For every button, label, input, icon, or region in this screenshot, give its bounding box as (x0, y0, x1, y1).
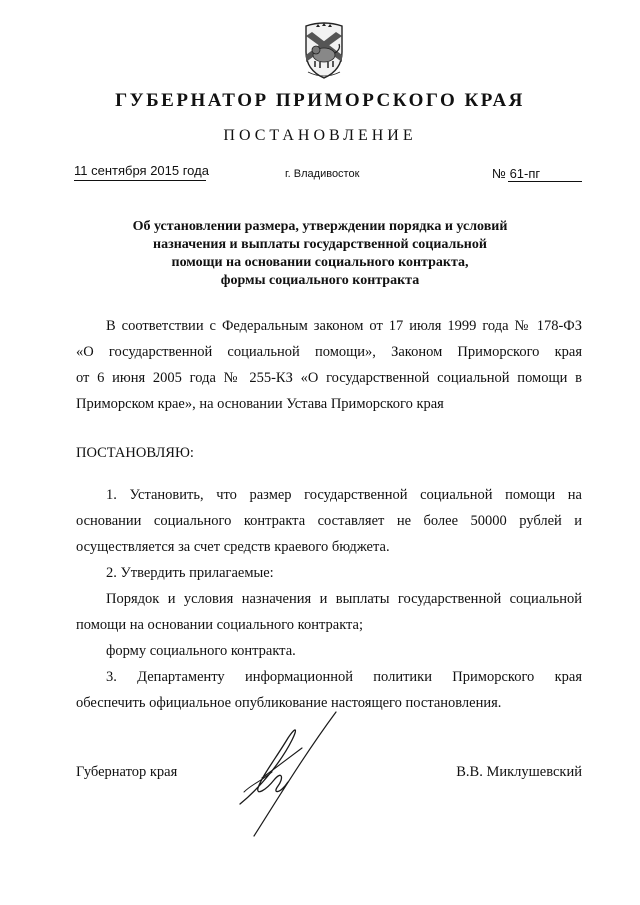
title-line: формы социального контракта (220, 273, 420, 288)
handwritten-signature-icon (232, 708, 342, 838)
issuing-authority: ГУБЕРНАТОР ПРИМОРСКОГО КРАЯ (115, 90, 525, 111)
item-1-line: основании социального контракта составляет не более 50000 рублей и (76, 513, 582, 529)
number-underline (508, 181, 582, 182)
item-2-b: форму социального контракта. (106, 643, 296, 659)
decree-date: 11 сентября 2015 года (74, 163, 209, 178)
decree-number (492, 166, 540, 181)
decree-items (76, 482, 582, 716)
title-line: назначения и выплаты государственной социальной (153, 237, 487, 252)
preamble-line: В соответствии с Федеральным законом от 17 июля 1999 года № 178-ФЗ (106, 318, 582, 334)
title-line: помощи на основании социального контракта, (171, 255, 469, 270)
number-prefix: № (492, 166, 506, 181)
item-3-line: 3. Департаменту информационной политики Приморского края (106, 669, 582, 685)
item-2-a-line: Порядок и условия назначения и выплаты государственной социальной (106, 591, 582, 607)
preamble-line: «О государственной социальной помощи», Законом Приморского края (76, 344, 582, 360)
item-3-line: обеспечить официальное опубликование настоящего постановления. (76, 695, 502, 711)
document-type: ПОСТАНОВЛЕНИЕ (223, 127, 417, 144)
number-value: 61-пг (509, 166, 541, 181)
item-2: 2. Утвердить прилагаемые: (106, 565, 274, 581)
title-line: Об установлении размера, утверждении порядка и условий (132, 219, 508, 234)
date-underline (74, 180, 206, 181)
decree-city: г. Владивосток (285, 168, 360, 180)
decree-word (76, 440, 582, 466)
signatory-name: В.В. Миклушевский (456, 764, 582, 780)
primorsky-coat-of-arms-icon (298, 22, 350, 80)
item-1-line: 1. Установить, что размер государственной социальной помощи на (106, 487, 582, 503)
item-1-line: осуществляется за счет средств краевого бюджета. (76, 539, 390, 555)
preamble-paragraph (76, 313, 582, 417)
item-2-a-line: помощи на основании социального контракта; (76, 617, 364, 633)
signatory-position: Губернатор края (76, 764, 178, 780)
decree-title (100, 218, 540, 290)
decree-word-text: ПОСТАНОВЛЯЮ: (76, 445, 194, 461)
preamble-line: Приморском крае», на основании Устава Приморского края (76, 396, 444, 412)
preamble-line: от 6 июня 2005 года № 255-КЗ «О государственной социальной помощи в (76, 370, 582, 386)
